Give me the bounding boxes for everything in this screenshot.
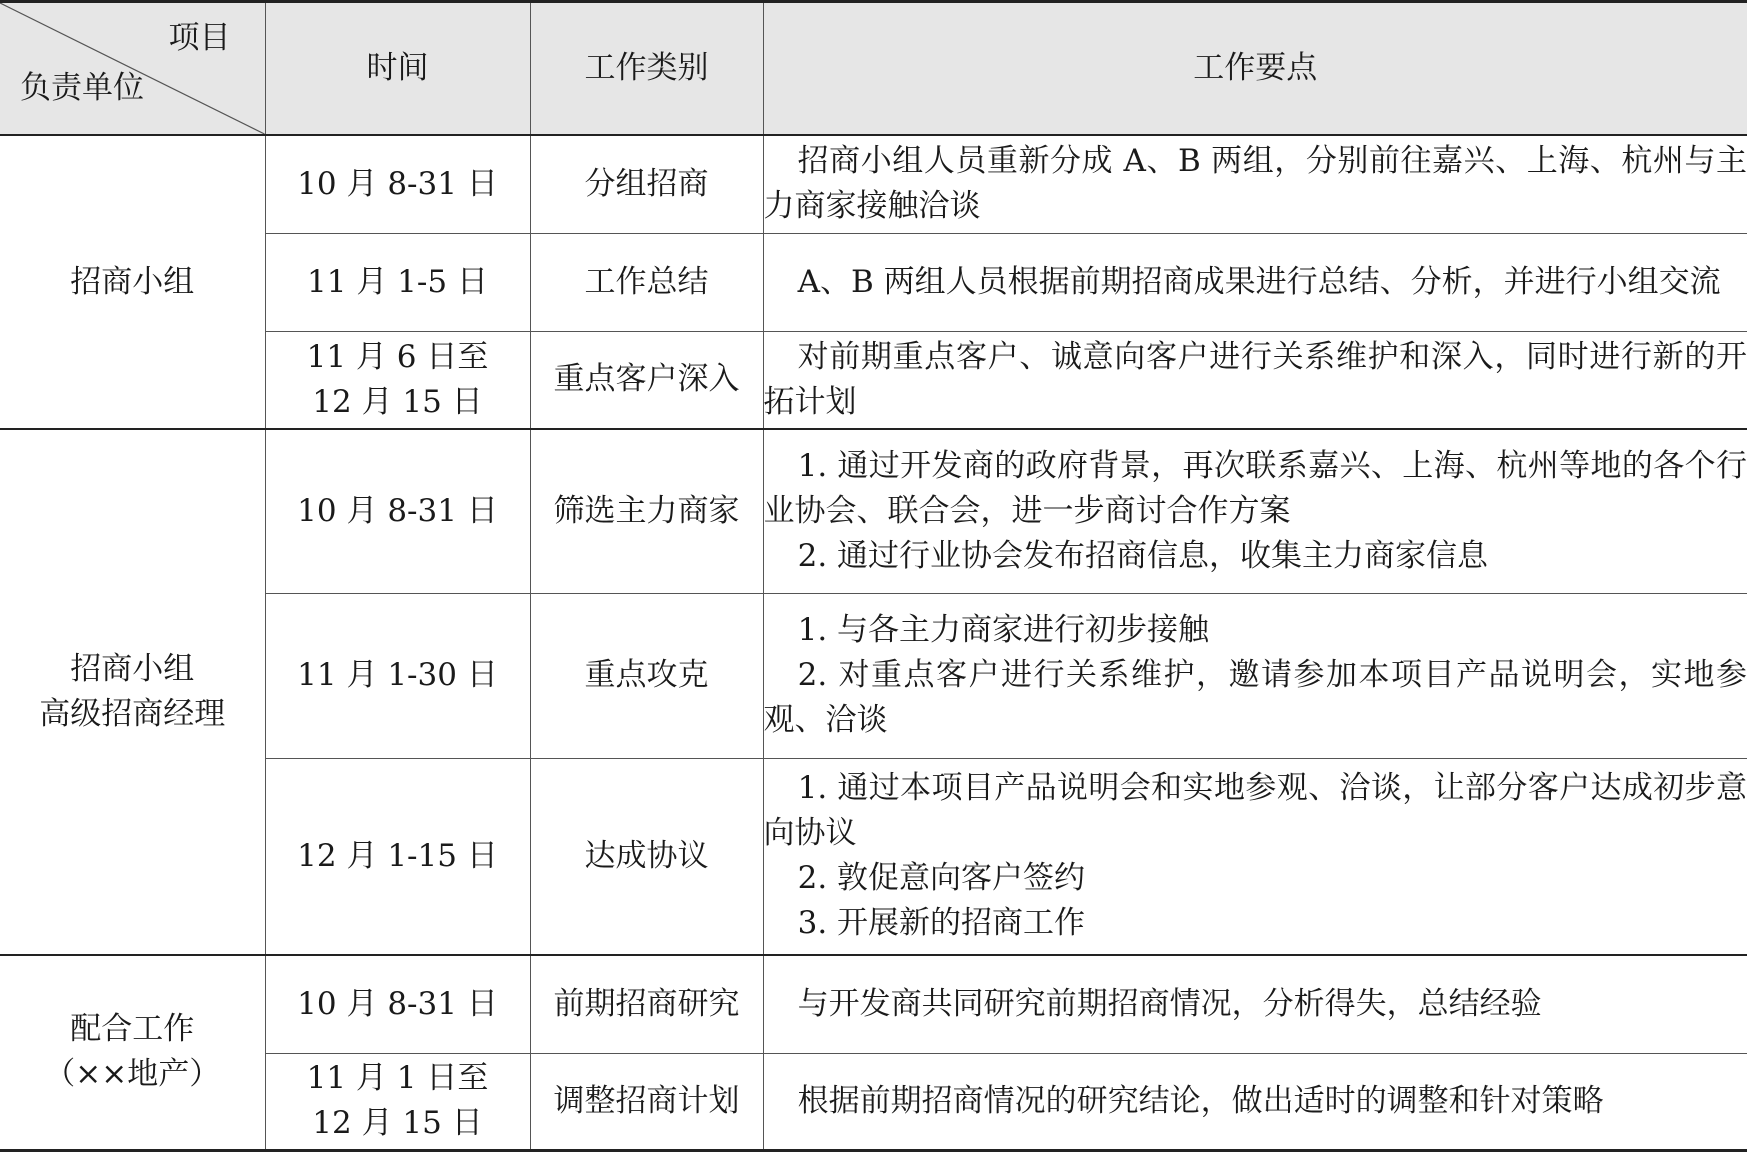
unit-cell	[0, 429, 265, 955]
time-cell: 10 月 8-31 日	[265, 135, 530, 233]
work-point: 2. 敦促意向客户签约	[797, 860, 1086, 897]
work-point: A、B 两组人员根据前期招商成果进行总结、分析，并进行小组交流	[797, 263, 1721, 300]
time-cell: 11 月 1-5 日	[265, 233, 530, 331]
work-point: 2. 对重点客户进行关系维护，邀请参加本项目产品说明会，实地参观、洽谈	[763, 657, 1747, 738]
header-responsible-unit: 负责单位	[20, 70, 144, 106]
points-cell	[763, 593, 1747, 758]
work-point: 3. 开展新的招商工作	[797, 905, 1086, 942]
category-cell: 筛选主力商家	[530, 429, 763, 593]
category-cell: 前期招商研究	[530, 955, 763, 1053]
time-cell: 11 月 6 日至 12 月 15 日	[265, 331, 530, 429]
points-cell	[763, 233, 1747, 331]
points-cell	[763, 758, 1747, 955]
unit-name: （××地产）	[44, 1056, 221, 1093]
time-cell: 10 月 8-31 日	[265, 429, 530, 593]
time-cell: 12 月 1-15 日	[265, 758, 530, 955]
header-time: 时间	[265, 2, 530, 136]
work-point: 对前期重点客户、诚意向客户进行关系维护和深入，同时进行新的开拓计划	[763, 338, 1747, 420]
corner-header-cell	[0, 2, 265, 136]
unit-name: 招商小组	[70, 263, 195, 300]
work-point: 1. 与各主力商家进行初步接触	[797, 612, 1210, 648]
header-category: 工作类别	[530, 2, 763, 136]
header-project: 项目	[168, 20, 231, 56]
work-point: 2. 通过行业协会发布招商信息，收集主力商家信息	[797, 537, 1489, 574]
points-cell	[763, 955, 1747, 1053]
unit-name: 配合工作	[70, 1011, 195, 1048]
points-cell	[763, 429, 1747, 593]
header-points: 工作要点	[763, 2, 1747, 136]
points-cell	[763, 135, 1747, 233]
work-point: 1. 通过本项目产品说明会和实地参观、洽谈，让部分客户达成初步意向协议	[763, 770, 1747, 852]
points-cell	[763, 331, 1747, 429]
unit-cell	[0, 135, 265, 429]
category-cell: 调整招商计划	[530, 1053, 763, 1150]
category-cell: 工作总结	[530, 233, 763, 331]
time-cell: 11 月 1-30 日	[265, 593, 530, 758]
unit-name: 高级招商经理	[39, 696, 226, 732]
category-cell: 达成协议	[530, 758, 763, 955]
category-cell: 重点客户深入	[530, 331, 763, 429]
points-cell	[763, 1053, 1747, 1150]
table-row	[0, 135, 1747, 233]
work-point: 与开发商共同研究前期招商情况，分析得失，总结经验	[797, 985, 1542, 1022]
unit-cell	[0, 955, 265, 1150]
category-cell: 重点攻克	[530, 593, 763, 758]
header-row	[0, 2, 1747, 136]
time-cell: 10 月 8-31 日	[265, 955, 530, 1053]
unit-name: 招商小组	[70, 651, 195, 687]
table-row	[0, 955, 1747, 1053]
time-cell: 11 月 1 日至 12 月 15 日	[265, 1053, 530, 1150]
work-point: 根据前期招商情况的研究结论，做出适时的调整和针对策略	[797, 1082, 1604, 1119]
category-cell: 分组招商	[530, 135, 763, 233]
work-point: 1. 通过开发商的政府背景，再次联系嘉兴、上海、杭州等地的各个行业协会、联合会，进一步商讨合作方案	[763, 447, 1747, 529]
table-row	[0, 429, 1747, 593]
work-point: 招商小组人员重新分成 A、B 两组，分别前往嘉兴、上海、杭州与主力商家接触洽谈	[763, 143, 1747, 225]
